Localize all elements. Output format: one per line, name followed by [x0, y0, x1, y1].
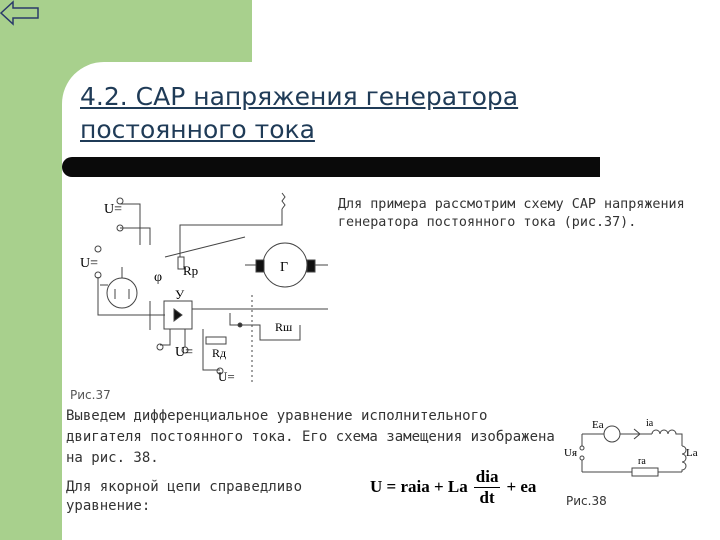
equation-derivative	[474, 467, 501, 508]
armature-circuit-paragraph: Для якорной цепи справедливо уравнение:	[66, 479, 303, 514]
fig37-label-phi: φ	[154, 270, 163, 285]
figure-37-caption: Рис.37	[70, 388, 111, 402]
figure-38-equivalent-circuit	[562, 416, 712, 492]
fig38-label-ea: Ea	[592, 419, 604, 431]
fig38-label-u: Uя	[564, 447, 578, 459]
figure-37-schematic	[70, 185, 340, 395]
fig37-label-rd: Rд	[212, 346, 227, 360]
derivation-paragraph: Выведем дифференциальное уравнение исполнительного двигателя постоянного тока. Его схема замещения изображена на рис. 38.	[66, 408, 555, 466]
equation-rhs: + ea	[506, 477, 537, 496]
fig38-label-ra: ra	[638, 456, 646, 467]
fig38-label-ia: ia	[646, 418, 654, 429]
fig37-label-u1: U=	[104, 202, 123, 217]
slide-title	[80, 80, 680, 146]
equation-lhs: U = raia + La	[370, 477, 468, 496]
figure-38-caption: Рис.38	[566, 494, 607, 508]
equation-denominator: dt	[479, 487, 495, 507]
armature-equation	[370, 462, 536, 512]
fig37-label-u4: U=	[218, 369, 235, 384]
fig37-label-rp: Rp	[183, 263, 199, 278]
intro-paragraph: Для примера рассмотрим схему САР напряжения генератора постоянного тока (рис.37).	[338, 197, 685, 230]
fig37-label-y: У	[175, 287, 185, 302]
title-divider-bar	[62, 157, 600, 177]
fig37-label-u2: U=	[80, 256, 99, 271]
back-arrow-icon[interactable]	[0, 0, 40, 26]
fig38-label-la: La	[686, 447, 698, 459]
fig37-label-u3: U=	[175, 345, 194, 360]
fig37-label-g: Г	[280, 260, 289, 275]
title-line-1: 4.2. САР напряжения генератора	[80, 82, 519, 111]
title-line-2: постоянного тока	[80, 115, 315, 144]
fig37-label-rsh: Rш	[275, 320, 293, 334]
equation-numerator: dia	[475, 466, 499, 486]
